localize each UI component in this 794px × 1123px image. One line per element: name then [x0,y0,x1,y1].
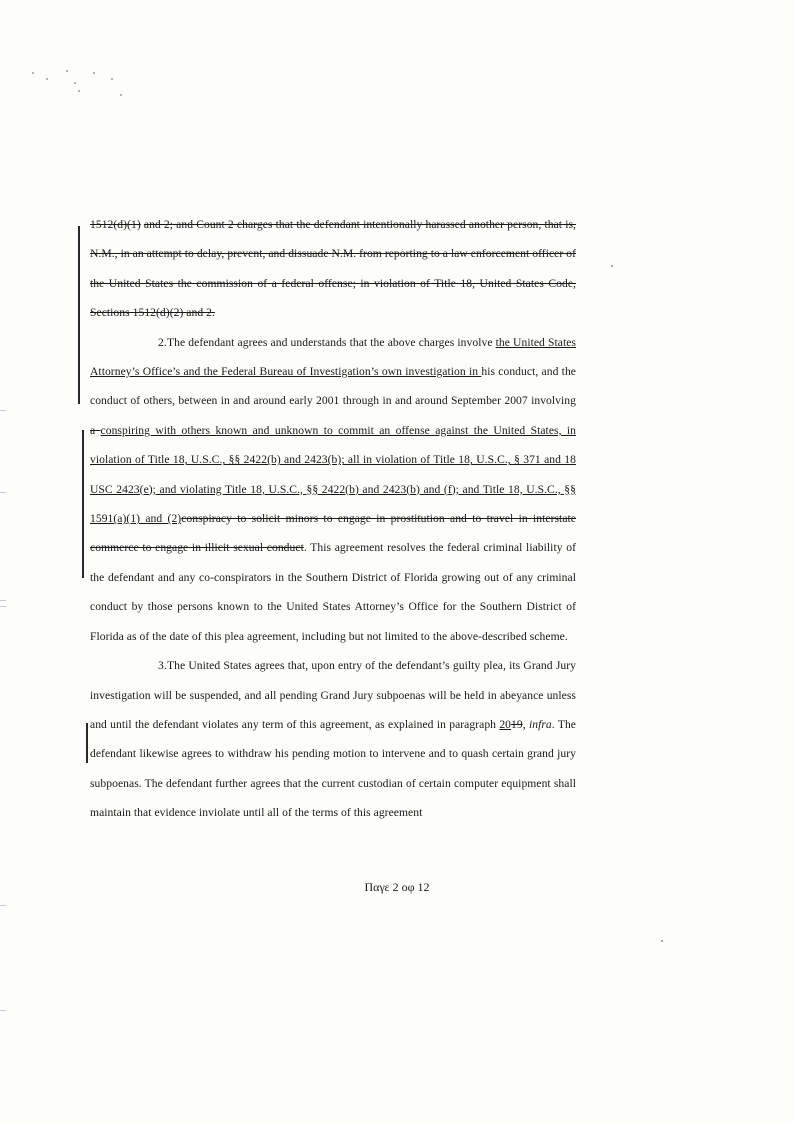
paragraph-3 [90,651,576,827]
scan-edge-mark [0,905,6,906]
paragraph-text: his conduct, and the conduct of others, between in and around early 2001 through in and around September 2007 involving [90,365,576,408]
page-footer: Παγε 2 οφ 12 [364,880,430,894]
scan-speck [46,78,48,80]
scan-speck [66,70,68,72]
paragraph-text: , [522,717,526,731]
revision-bar [78,226,80,404]
scan-speck [74,82,76,84]
agreement-body [90,210,576,828]
paragraph-2 [90,328,576,651]
scan-speck [32,72,34,74]
continuation-paragraph [90,210,576,328]
inserted-text: conspiring with others known and unknown to commit an offense against the United States, in violation of Title 18, U.S.C., §§ 2422(b) and 2423(b); all in violation of Title 18, U.S.C., § 371 and 18 USC 2423(e); and violating Title 18, U.S.C., §§ 2422(b) and 2423(b) and (f); and Title 18, U.S.C., §§ 1591(a)(1) and (2) [90,423,576,526]
scan-edge-mark [0,1010,6,1011]
scan-edge-mark [0,410,6,411]
inserted-text: 20 [499,717,512,731]
scan-speck [78,90,80,92]
revision-bar [86,723,88,763]
inserted-text: the United States Attorney’s Office’s and the Federal Bureau of Investigation’s own investigation in [90,335,576,379]
scan-speck [93,72,95,74]
scan-edge-mark [0,600,6,601]
paragraph-text: The United States agrees that, upon entry of the defendant’s guilty plea, its Grand Jury investigation will be suspended, and all pending Grand Jury subpoenas will be held in abeyance unless and until the defendant violates any term of this agreement, as explained in paragraph [90,659,576,731]
deleted-text: and 2; and Count 2 charges that the defendant intentionally harassed another person, that is, N.M., in an attempt to delay, prevent, and dissuade N.M. from reporting to a law enforcement officer of the United States the commission of a federal offense; in violation of Title 18, United States Code, Sections 1512(d)(2) and 2. [90,218,576,320]
paragraph-number: 3. [158,659,167,673]
deleted-text: conspiracy to solicit minors to engage in prostitution and to travel in interstate commerce to engage in illicit sexual conduct [90,512,576,555]
deleted-text: 1512(d)(1) [90,218,141,231]
deleted-text: a [90,423,101,437]
scan-speck [611,265,613,267]
italic-text: infra [528,717,552,731]
paragraph-text: The defendant agrees and understands that the above charges involve [167,335,496,349]
deleted-text: 19 [511,717,523,731]
revision-bar [82,430,84,578]
scan-speck [111,78,113,80]
paragraph-number: 2. [158,335,167,349]
scan-edge-mark [0,606,6,607]
paragraph-text: . This agreement resolves the federal criminal liability of the defendant and any co-conspirators in the Southern District of Florida growing out of any criminal conduct by those persons known to the United States Attorney’s Office for the Southern District of Florida as of the date of this plea agreement, including but not limited to the above-described scheme. [90,541,576,643]
scan-edge-mark [0,492,6,493]
scan-speck [661,940,663,942]
paragraph-text: . The defendant likewise agrees to withdraw his pending motion to intervene and to quash certain grand jury subpoenas. The defendant further agrees that the current custodian of certain computer equipment shall maintain that evidence inviolate until all of the terms of this agreement [90,717,577,820]
scan-speck [120,94,122,96]
